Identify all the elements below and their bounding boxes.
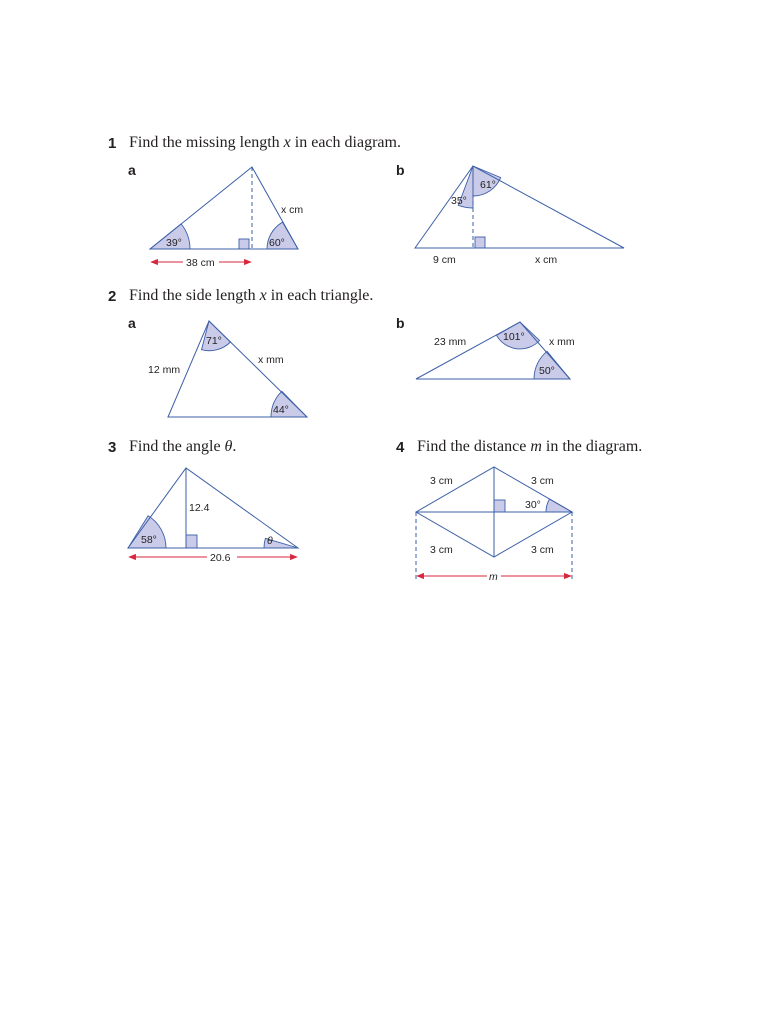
angle-label-50: 50° [539, 365, 555, 377]
part-label-2a: a [128, 315, 136, 331]
angle-label-30: 30° [525, 499, 541, 511]
angle-label-theta: θ [267, 535, 273, 547]
question-number-1: 1 [108, 135, 117, 152]
angle-label-44: 44° [273, 404, 289, 416]
side-label-12mm: 12 mm [148, 364, 181, 376]
question-4-text-after: in the diagram. [541, 438, 643, 455]
question-3-text-after: . [232, 438, 237, 455]
question-1-text-after: in each diagram. [290, 134, 401, 151]
question-1-text-before: Find the missing length [129, 134, 284, 151]
part-label-2b: b [396, 315, 405, 331]
side-label-top-left: 3 cm [430, 475, 453, 487]
base-label-left: 9 cm [433, 254, 456, 266]
side-label-x: x mm [258, 354, 284, 366]
right-angle-marker [239, 239, 249, 249]
angle-label-35: 35° [451, 195, 467, 207]
right-angle-marker [186, 535, 197, 548]
base-label: 38 cm [186, 257, 215, 269]
side-label-top-right: 3 cm [531, 475, 554, 487]
question-number-3: 3 [108, 439, 117, 456]
question-3-variable: θ [224, 438, 233, 455]
figure-2a [148, 321, 307, 417]
figure-3 [128, 468, 298, 564]
question-4-variable: m [530, 438, 542, 455]
figure-4 [416, 467, 572, 583]
base-label-right: x cm [535, 254, 558, 266]
side-label-bottom-right: 3 cm [531, 544, 554, 556]
height-label: 12.4 [189, 502, 210, 514]
figure-2b [416, 322, 575, 379]
question-number-2: 2 [108, 288, 117, 305]
angle-label-60: 60° [269, 237, 285, 249]
distance-label-m: m [489, 571, 498, 583]
question-3-text-before: Find the angle [129, 438, 225, 455]
angle-label-61: 61° [480, 179, 496, 191]
right-angle-marker [475, 237, 485, 248]
question-2-text-after: in each triangle. [266, 287, 374, 304]
part-label-1b: b [396, 162, 405, 178]
question-number-4: 4 [396, 439, 405, 456]
triangle [415, 166, 624, 248]
question-2-text-before: Find the side length [129, 287, 260, 304]
side-label-x: x cm [281, 204, 304, 216]
question-1-variable: x [283, 134, 291, 151]
side-label-23mm: 23 mm [434, 336, 467, 348]
side-label-x: x mm [549, 336, 575, 348]
angle-label-58: 58° [141, 534, 157, 546]
side-label-bottom-left: 3 cm [430, 544, 453, 556]
angle-label-39: 39° [166, 237, 182, 249]
question-4-text-before: Find the distance [417, 438, 531, 455]
angle-label-71: 71° [206, 335, 222, 347]
right-angle-marker [494, 500, 505, 512]
angle-label-101: 101° [503, 331, 525, 343]
part-label-1a: a [128, 162, 136, 178]
base-label: 20.6 [210, 552, 231, 564]
figure-1b [415, 166, 624, 266]
question-2-variable: x [259, 287, 267, 304]
figure-1a [150, 167, 303, 269]
